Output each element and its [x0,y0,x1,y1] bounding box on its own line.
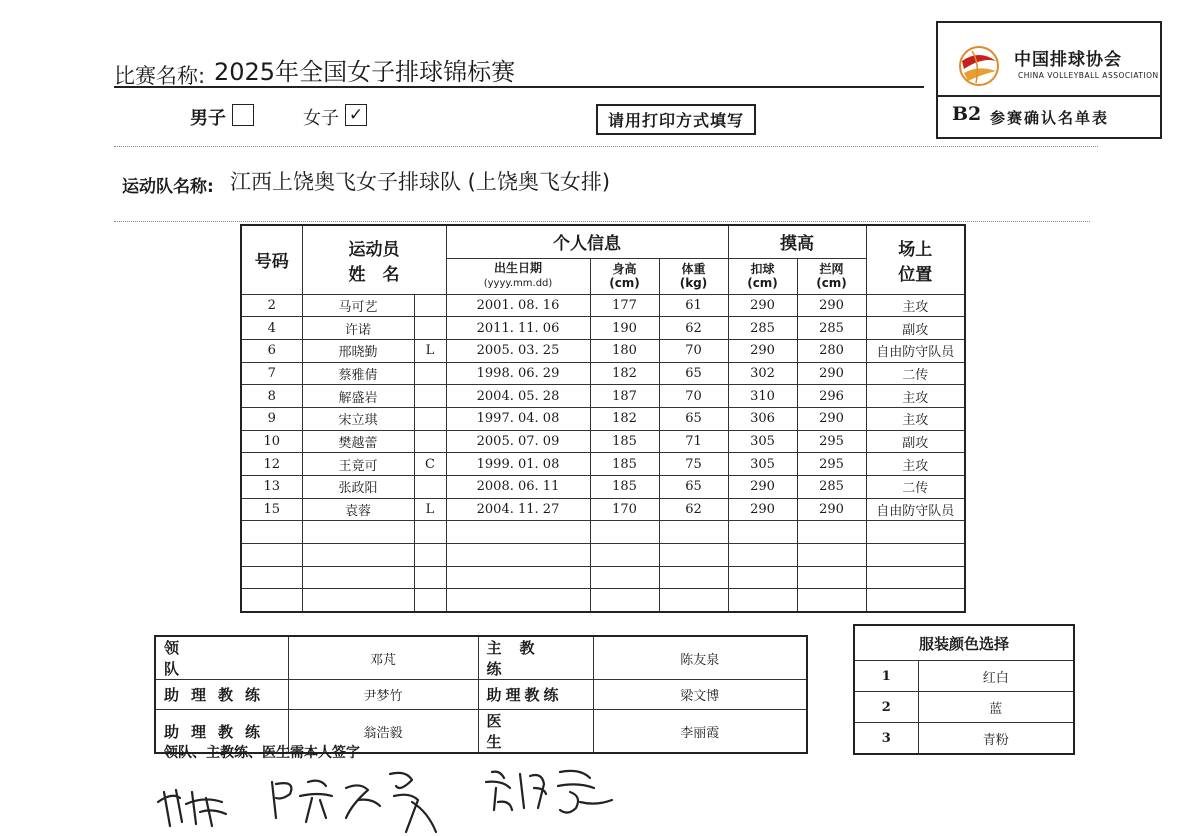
male-label: 男子 [190,108,226,129]
player-number: 2 [241,294,302,317]
header-personal-info: 个人信息 [446,225,728,258]
player-weight: 71 [659,430,728,453]
player-position: 副攻 [866,430,965,453]
player-block: 290 [797,407,866,430]
player-birth: 2001. 08. 16 [446,294,590,317]
header-birth: 出生日期 (yyyy.mm.dd) [446,258,590,294]
player-mark [414,407,446,430]
player-number: 15 [241,498,302,521]
player-name: 袁蓉 [302,498,414,521]
table-row [241,476,965,499]
dotted-separator [114,146,1098,147]
player-height: 187 [590,385,659,408]
player-name: 解盛岩 [302,385,414,408]
handwritten-signatures [150,752,630,836]
color-option-value: 青粉 [918,723,1074,755]
player-number: 13 [241,476,302,499]
player-position: 主攻 [866,453,965,476]
assistant-coach-name: 翁浩毅 [288,710,478,754]
male-checkbox[interactable] [232,104,254,126]
player-weight: 65 [659,362,728,385]
table-row [241,453,965,476]
assistant-coach-name: 梁文博 [593,680,807,710]
player-birth: 2008. 06. 11 [446,476,590,499]
player-number: 7 [241,362,302,385]
player-spike: 305 [728,430,797,453]
header-height: 身高 (cm) [590,258,659,294]
player-block: 296 [797,385,866,408]
player-mark [414,362,446,385]
player-mark [414,317,446,340]
player-position: 自由防守队员 [866,498,965,521]
player-position: 二传 [866,476,965,499]
print-instruction-box: 请用打印方式填写 [596,104,756,135]
player-block: 295 [797,430,866,453]
header-block: 拦网 (cm) [797,258,866,294]
form-code: B2 [952,103,982,125]
player-number: 9 [241,407,302,430]
player-spike: 290 [728,498,797,521]
dotted-separator [114,221,1090,222]
leader-label: 领队 [155,636,288,680]
player-block: 290 [797,498,866,521]
color-option-number: 3 [854,723,918,755]
player-number: 12 [241,453,302,476]
association-logo-box [936,21,1162,139]
player-name: 宋立琪 [302,407,414,430]
player-name: 蔡雅倩 [302,362,414,385]
player-birth: 1997. 04. 08 [446,407,590,430]
volleyball-logo-icon [958,45,1000,87]
player-spike: 285 [728,317,797,340]
color-option-number: 2 [854,692,918,723]
table-row [241,430,965,453]
player-height: 185 [590,453,659,476]
player-birth: 2005. 03. 25 [446,339,590,362]
player-name: 马可艺 [302,294,414,317]
empty-row [241,566,965,589]
table-row [241,407,965,430]
player-weight: 75 [659,453,728,476]
player-spike: 290 [728,294,797,317]
signature-leader [158,790,226,826]
female-label: 女子 [303,108,339,129]
player-birth: 2004. 11. 27 [446,498,590,521]
table-row [241,362,965,385]
player-position: 主攻 [866,385,965,408]
table-row [241,294,965,317]
roster-table [240,224,966,613]
player-name: 邢晓勤 [302,339,414,362]
player-block: 285 [797,317,866,340]
player-spike: 302 [728,362,797,385]
player-block: 295 [797,453,866,476]
player-block: 290 [797,362,866,385]
player-number: 6 [241,339,302,362]
header-spike: 扣球 (cm) [728,258,797,294]
staff-table [154,635,808,754]
match-name-label: 比赛名称: [114,64,206,88]
form-title: 参赛确认名单表 [990,109,1110,127]
signature-doctor [486,771,612,813]
player-height: 180 [590,339,659,362]
header-athlete [302,225,446,294]
player-number: 8 [241,385,302,408]
player-spike: 310 [728,385,797,408]
player-position: 副攻 [866,317,965,340]
player-height: 185 [590,430,659,453]
player-birth: 2005. 07. 09 [446,430,590,453]
player-height: 170 [590,498,659,521]
player-mark [414,476,446,499]
player-block: 285 [797,476,866,499]
player-weight: 62 [659,498,728,521]
leader-name: 邓芃 [288,636,478,680]
player-birth: 1998. 06. 29 [446,362,590,385]
table-row [241,498,965,521]
player-spike: 306 [728,407,797,430]
empty-row [241,544,965,567]
color-option-number: 1 [854,661,918,692]
player-height: 185 [590,476,659,499]
player-spike: 305 [728,453,797,476]
player-spike: 290 [728,339,797,362]
player-position: 主攻 [866,294,965,317]
player-position: 自由防守队员 [866,339,965,362]
player-block: 280 [797,339,866,362]
empty-row [241,589,965,612]
header-athlete-line1: 运动员 [348,239,400,260]
color-option-value: 蓝 [918,692,1074,723]
table-row [241,385,965,408]
player-birth: 2011. 11. 06 [446,317,590,340]
match-name-value: 2025年全国女子排球锦标赛 [214,58,516,86]
check-icon: ✓ [348,105,364,125]
player-weight: 65 [659,476,728,499]
team-name-value: 江西上饶奥飞女子排球队 (上饶奥飞女排) [230,170,611,194]
player-position: 主攻 [866,407,965,430]
assistant-coach-name: 尹梦竹 [288,680,478,710]
signature-instruction: 领队、主教练、医生需本人签字 [164,745,360,761]
player-mark: L [414,339,446,362]
header-athlete-line2: 姓 名 [348,264,400,285]
player-name: 王竟可 [302,453,414,476]
table-row [241,339,965,362]
player-mark [414,294,446,317]
doctor-name: 李丽霞 [593,710,807,754]
association-name-cn: 中国排球协会 [1014,50,1122,70]
player-height: 177 [590,294,659,317]
player-height: 190 [590,317,659,340]
team-name-label: 运动队名称: [122,177,214,197]
header-number: 号码 [241,225,302,294]
header-underline [114,86,924,88]
player-weight: 70 [659,339,728,362]
player-number: 4 [241,317,302,340]
assistant-coach-label: 助理教练 [155,680,288,710]
signature-head-coach [272,773,436,832]
empty-row [241,521,965,544]
assistant-coach-label: 助理教练 [155,710,288,754]
player-name: 樊越蕾 [302,430,414,453]
uniform-color-table [853,624,1075,755]
player-block: 290 [797,294,866,317]
head-coach-name: 陈友泉 [593,636,807,680]
player-weight: 61 [659,294,728,317]
header-position-line2: 位置 [898,264,933,285]
player-number: 10 [241,430,302,453]
header-position-line1: 场上 [898,239,933,260]
player-mark [414,430,446,453]
player-height: 182 [590,407,659,430]
header-reach: 摸高 [728,225,866,258]
player-position: 二传 [866,362,965,385]
player-weight: 62 [659,317,728,340]
header-position [866,225,965,294]
logo-divider [938,95,1160,97]
player-spike: 290 [728,476,797,499]
player-weight: 70 [659,385,728,408]
color-option-value: 红白 [918,661,1074,692]
table-row [241,317,965,340]
player-mark: C [414,453,446,476]
doctor-label: 医生 [478,710,593,754]
female-checkbox[interactable] [345,104,367,126]
association-name-en: CHINA VOLLEYBALL ASSOCIATION [1018,71,1159,80]
header-weight: 体重 (kg) [659,258,728,294]
player-height: 182 [590,362,659,385]
player-mark [414,385,446,408]
player-weight: 65 [659,407,728,430]
player-name: 张政阳 [302,476,414,499]
player-birth: 1999. 01. 08 [446,453,590,476]
assistant-coach-label: 助理教练 [478,680,593,710]
head-coach-label: 主教练 [478,636,593,680]
uniform-color-title: 服装颜色选择 [854,625,1074,661]
player-birth: 2004. 05. 28 [446,385,590,408]
player-name: 许诺 [302,317,414,340]
player-mark: L [414,498,446,521]
